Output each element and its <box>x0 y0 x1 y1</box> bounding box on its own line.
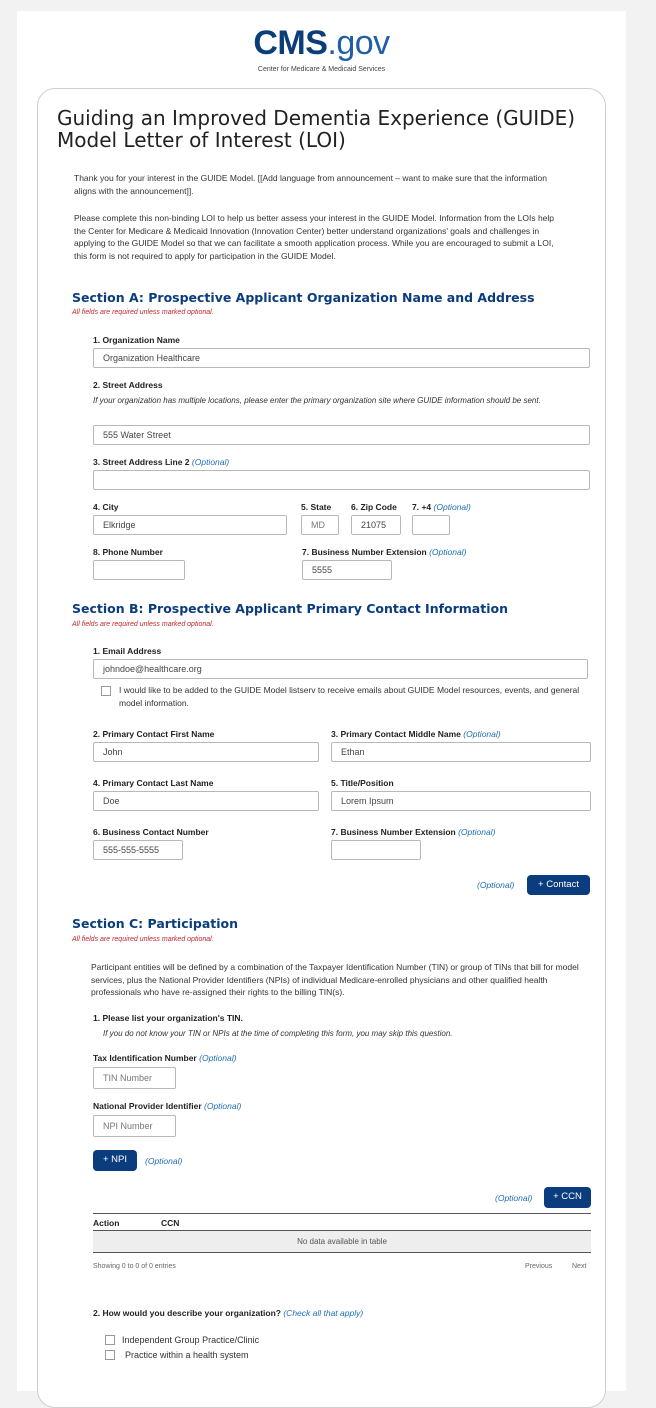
middle-name-input[interactable]: Ethan <box>331 742 591 762</box>
ccn-optional-tag: (Optional) <box>495 1193 533 1203</box>
last-name-input[interactable]: Doe <box>93 791 319 811</box>
intro-paragraph-2: Please complete this non-binding LOI to help us better assess your interest in the GUIDE Model. Information from the LOIs help the Center for Medicare & Medicaid Innovation (Innovation Center) better understand organizations' goals and challenges in applying to the GUIDE Model so that we can facilitate a smooth application process. While you are encouraged to submit a LOI, this form is not required to apply for participation in the GUIDE Model. <box>74 213 555 261</box>
ccn-table-header <box>93 1213 591 1231</box>
phone-label: 8. Phone Number <box>93 547 163 557</box>
optional-tag: (Optional) <box>458 827 496 837</box>
street-address-2-label: 3. Street Address Line 2 (Optional) <box>93 457 230 467</box>
last-name-label: 4. Primary Contact Last Name <box>93 778 214 788</box>
street-address-label: 2. Street Address <box>93 380 163 390</box>
table-info: Showing 0 to 0 of 0 entries <box>93 1263 176 1270</box>
logo-bold-text: CMS <box>253 24 328 62</box>
npi-optional-tag: (Optional) <box>145 1156 183 1166</box>
col-ccn[interactable]: CCN <box>161 1218 180 1228</box>
logo-light-text: .gov <box>327 24 390 62</box>
middle-name-label: 3. Primary Contact Middle Name (Optional) <box>331 729 501 739</box>
zip-label: 6. Zip Code <box>351 502 397 512</box>
npi-label: National Provider Identifier (Optional) <box>93 1101 242 1111</box>
email-label: 1. Email Address <box>93 646 162 656</box>
state-input[interactable]: MD <box>301 515 339 535</box>
listserv-checkbox[interactable] <box>101 686 111 696</box>
first-name-label: 2. Primary Contact First Name <box>93 729 215 739</box>
section-b-title: Section B: Prospective Applicant Primary Contact Information <box>72 601 508 616</box>
phone-input[interactable] <box>93 560 185 580</box>
table-previous-link[interactable]: Previous <box>525 1263 553 1270</box>
add-contact-button[interactable]: + Contact <box>527 875 590 895</box>
section-b-required-note: All fields are required unless marked optional. <box>72 621 214 628</box>
page-container <box>17 11 626 1391</box>
table-empty-message: No data available in table <box>297 1237 387 1246</box>
form-title <box>57 107 577 151</box>
business-extension-input[interactable]: 5555 <box>302 560 392 580</box>
form-title-line1: Guiding an Improved Dementia Experience (GUIDE) <box>57 106 576 130</box>
zip-input[interactable]: 21075 <box>351 515 401 535</box>
title-position-input[interactable]: Lorem Ipsum <box>331 791 591 811</box>
optional-tag: (Optional) <box>463 729 501 739</box>
intro-paragraph-1: Thank you for your interest in the GUIDE Model. [[Add language from announcement – want to make sure that the information aligns with the announcement]]. <box>74 173 547 196</box>
plus4-input[interactable] <box>412 515 450 535</box>
q1-hint: If you do not know your TIN or NPIs at the time of completing this form, you may skip this question. <box>103 1029 453 1038</box>
option-health-system-label: Practice within a health system <box>125 1350 249 1360</box>
cms-logo <box>17 23 626 63</box>
state-label: 5. State <box>301 502 332 512</box>
street-address-input[interactable]: 555 Water Street <box>93 425 590 445</box>
org-name-input[interactable]: Organization Healthcare <box>93 348 590 368</box>
ccn-table-empty-row <box>93 1231 591 1253</box>
tin-label: Tax Identification Number (Optional) <box>93 1053 237 1063</box>
q1-label: 1. Please list your organization's TIN. <box>93 1013 243 1023</box>
optional-tag: (Optional) <box>429 547 467 557</box>
city-input[interactable]: Elkridge <box>93 515 287 535</box>
optional-tag: (Optional) <box>191 457 230 467</box>
section-c-required-note: All fields are required unless marked optional. <box>72 936 214 943</box>
business-ext-b-input[interactable] <box>331 840 421 860</box>
option-health-system-checkbox[interactable] <box>105 1350 115 1360</box>
optional-tag: (Optional) <box>199 1053 237 1063</box>
npi-input[interactable]: NPI Number <box>93 1115 176 1137</box>
business-ext-b-label: 7. Business Number Extension (Optional) <box>331 827 496 837</box>
plus4-label: 7. +4 (Optional) <box>412 502 471 512</box>
form-title-line2: Model Letter of Interest (LOI) <box>57 128 346 152</box>
section-c-title: Section C: Participation <box>72 916 239 931</box>
business-contact-label: 6. Business Contact Number <box>93 827 209 837</box>
tin-input[interactable]: TIN Number <box>93 1067 176 1089</box>
business-extension-label: 7. Business Number Extension (Optional) <box>302 547 467 557</box>
table-next-link[interactable]: Next <box>572 1263 587 1270</box>
section-a-title: Section A: Prospective Applicant Organization Name and Address <box>72 290 535 305</box>
option-independent-label: Independent Group Practice/Clinic <box>122 1335 260 1345</box>
col-action[interactable]: Action <box>93 1218 120 1228</box>
section-a-required-note: All fields are required unless marked optional. <box>72 309 214 316</box>
add-npi-button[interactable]: + NPI <box>93 1150 137 1171</box>
q2-label: 2. How would you describe your organization? (Check all that apply) <box>93 1308 364 1318</box>
listserv-label: I would like to be added to the GUIDE Model listserv to receive emails about GUIDE Model resources, events, and general model information. <box>119 685 580 708</box>
first-name-input[interactable]: John <box>93 742 319 762</box>
optional-tag: (Optional) <box>204 1101 242 1111</box>
title-position-label: 5. Title/Position <box>331 778 394 788</box>
add-ccn-button[interactable]: + CCN <box>544 1187 591 1208</box>
org-name-label: 1. Organization Name <box>93 335 180 345</box>
contact-optional-tag: (Optional) <box>477 880 515 890</box>
street-address-hint: If your organization has multiple locations, please enter the primary organization site where GUIDE information should be sent. <box>93 396 541 405</box>
street-address-2-input[interactable] <box>93 470 590 490</box>
q2-hint: (Check all that apply) <box>283 1308 364 1318</box>
email-input[interactable]: johndoe@healthcare.org <box>93 659 588 679</box>
logo-subtitle: Center for Medicare & Medicaid Services <box>257 66 386 73</box>
optional-tag: (Optional) <box>433 502 471 512</box>
business-contact-input[interactable]: 555-555-5555 <box>93 840 183 860</box>
city-label: 4. City <box>93 502 119 512</box>
section-c-intro: Participant entities will be defined by a combination of the Taxpayer Identification Number (TIN) or group of TINs that bill for model services, plus the National Provider Identifiers (NPIs) of individual Medicare-enrolled physicians and other qualified health professionals who have re-assigned their rights to the billing TIN(s). <box>91 962 579 997</box>
option-independent-checkbox[interactable] <box>105 1335 115 1345</box>
